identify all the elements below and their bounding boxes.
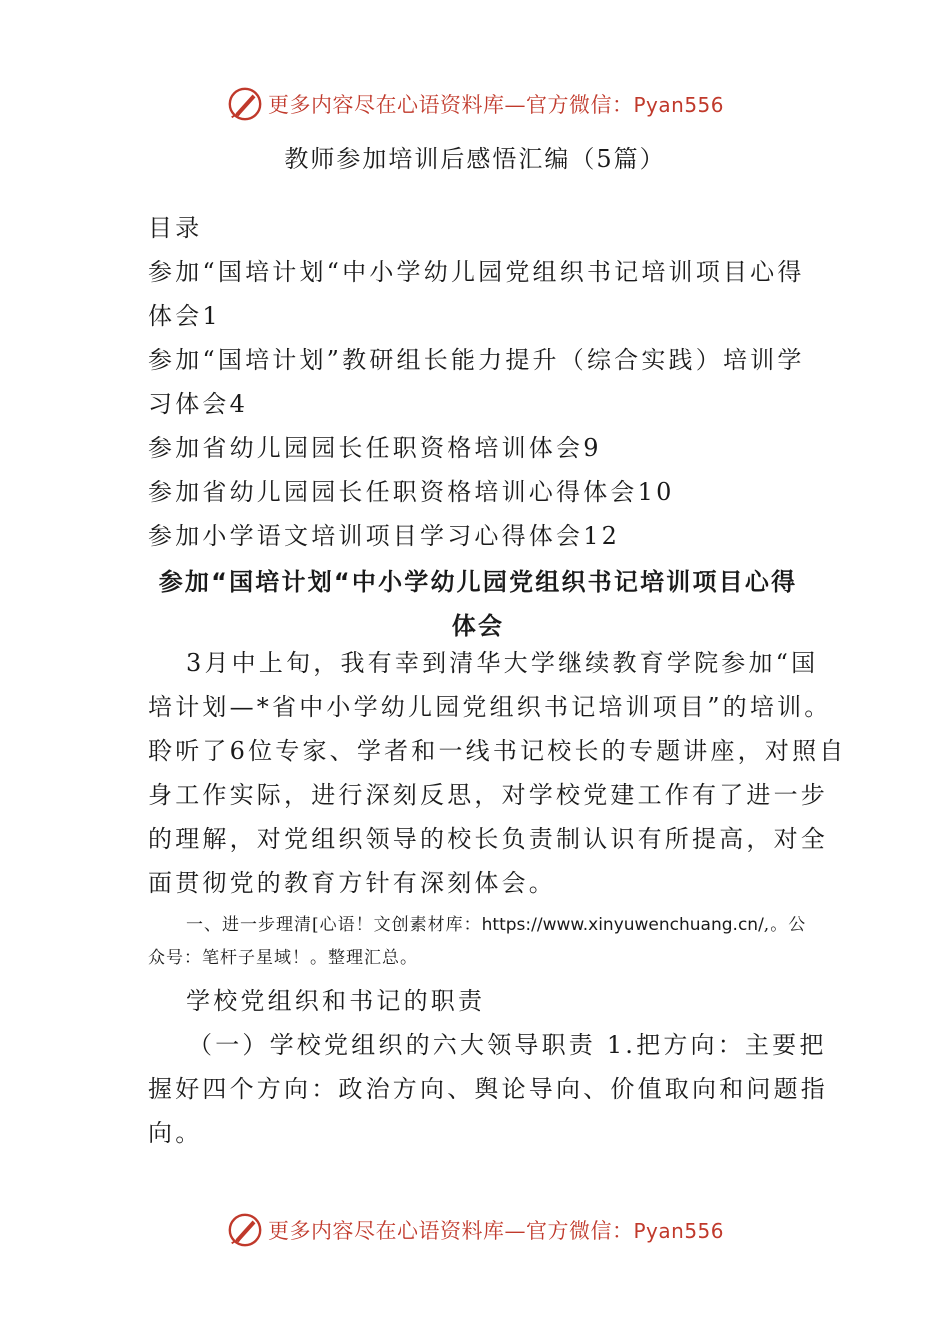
toc-entry[interactable]: 参加小学语文培训项目学习心得体会12 <box>148 522 621 550</box>
paragraph-line: 向。 <box>148 1119 203 1147</box>
banner-text: 更多内容尽在心语资料库—官方微信：Pyan556 <box>267 93 724 117</box>
banner-text: 更多内容尽在心语资料库—官方微信：Pyan556 <box>267 1219 724 1243</box>
source-note: 一、进一步理清[心语！文创素材库：https://www.xinyuwenchuang.cn/,。公 <box>186 915 807 935</box>
paragraph-line: 聆听了6位专家、学者和一线书记校长的专题讲座，对照自 <box>148 737 847 765</box>
toc-heading: 目录 <box>148 214 203 242</box>
paragraph-line: 握好四个方向：政治方向、舆论导向、价值取向和问题指 <box>148 1075 828 1103</box>
footer-banner <box>0 1210 950 1250</box>
paragraph-line: 的理解，对党组织领导的校长负责制认识有所提高，对全 <box>148 825 828 853</box>
body-text <box>148 641 847 1155</box>
section-title-line: 参加“国培计划“中小学幼儿园党组织书记培训项目心得 <box>158 568 798 596</box>
pen-circle-logo-icon <box>226 85 264 123</box>
paragraph-line: （一）学校党组织的六大领导职责 1.把方向：主要把 <box>188 1031 827 1059</box>
toc-entry[interactable]: 参加“国培计划”教研组长能力提升（综合实践）培训学 <box>148 346 805 374</box>
toc-entry[interactable]: 体会1 <box>148 302 221 330</box>
toc-entry[interactable]: 参加省幼儿园园长任职资格培训体会9 <box>148 434 602 462</box>
header-banner <box>0 84 950 124</box>
section-title-line: 体会 <box>451 612 505 640</box>
toc-entry[interactable]: 参加“国培计划“中小学幼儿园党组织书记培训项目心得 <box>148 258 805 286</box>
document-title: 教师参加培训后感悟汇编（5篇） <box>284 145 666 173</box>
section-title <box>148 560 808 648</box>
paragraph-line: 面贯彻党的教育方针有深刻体会。 <box>148 869 556 897</box>
paragraph-line: 身工作实际，进行深刻反思，对学校党建工作有了进一步 <box>148 781 828 809</box>
pen-circle-logo-icon <box>226 1211 264 1249</box>
source-link[interactable]: https://www.xinyuwenchuang.cn/ <box>481 915 764 935</box>
subheading: 学校党组织和书记的职责 <box>186 987 486 1015</box>
banner-wechat: Pyan556 <box>633 1219 724 1243</box>
paragraph-line: 3月中上旬，我有幸到清华大学继续教育学院参加“国 <box>186 649 819 677</box>
toc-entry[interactable]: 参加省幼儿园园长任职资格培训心得体会10 <box>148 478 675 506</box>
toc-entry[interactable]: 习体会4 <box>148 390 249 418</box>
table-of-contents <box>148 206 808 558</box>
paragraph-line: 培计划—*省中小学幼儿园党组织书记培训项目”的培训。 <box>148 693 832 721</box>
banner-wechat: Pyan556 <box>633 93 724 117</box>
source-note-line2: 众号：笔杆子星域！。整理汇总。 <box>148 948 418 968</box>
